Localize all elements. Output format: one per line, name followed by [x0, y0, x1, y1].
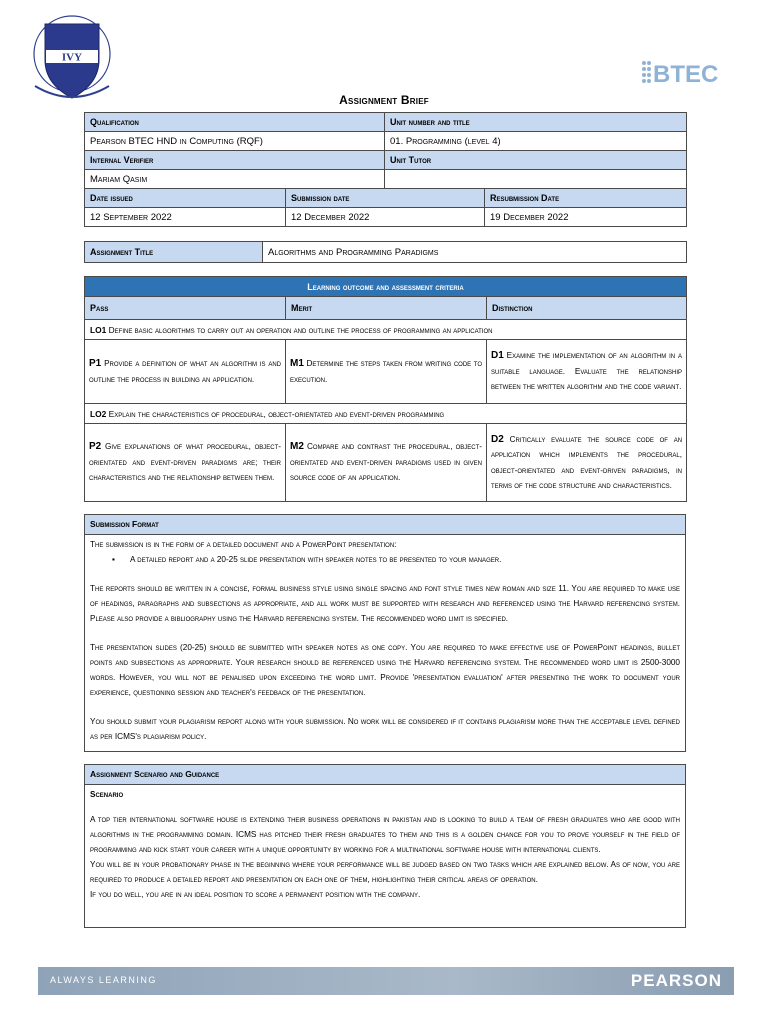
p2-text: Give explanations of what procedural, object-orientated and event-driven paradigms are; their characteristics and the relationship between them. — [89, 442, 281, 483]
p2-cell — [85, 424, 286, 502]
submission-paragraph-2: The presentation slides (20-25) should be submitted with speaker notes as one copy. You are required to make effective use of PowerPoint headings, bullet points and subsections as appropriate. Your research should be referenced using the Harvard referencing system. The recommended word limit is 2500-3000 words. However, you will not be penalised upon exceeding the word limit. Provide 'presentation evaluation' after presenting the work to document your experience, questioning session and teacher's feedback of the presentation. — [90, 643, 680, 697]
scenario-subheading: Scenario — [90, 790, 124, 799]
p1-cell — [85, 340, 286, 404]
footer-bar — [38, 967, 734, 995]
tutor-label: Unit Tutor — [385, 151, 687, 170]
p2-code: P2 — [89, 441, 102, 453]
m2-cell — [286, 424, 487, 502]
resubmission-date-value: 19 December 2022 — [485, 208, 687, 227]
resubmission-date-label: Resubmission Date — [485, 189, 687, 208]
m2-text: Compare and contrast the procedural, object-orientated and event-driven paradigms used in given source code of an application. — [290, 442, 483, 483]
criteria-heading: Learning outcome and assessment criteria — [85, 277, 687, 297]
m1-cell — [286, 340, 487, 404]
submission-format-box — [84, 514, 686, 752]
m2-code: M2 — [290, 441, 304, 453]
ivy-logo — [33, 12, 111, 104]
lo2-code: LO2 — [90, 408, 107, 419]
lo1-text: Define basic algorithms to carry out an operation and outline the process of programming an application — [108, 324, 493, 335]
page-title: Assignment Brief — [339, 93, 429, 107]
p1-text: Provide a definition of what an algorithm is and outline the process in building an application. — [89, 359, 281, 384]
btec-logo — [638, 55, 738, 89]
d1-cell — [487, 340, 687, 404]
d2-code: D2 — [491, 433, 504, 445]
submission-format-heading: Submission Format — [85, 515, 685, 535]
assignment-title-label: Assignment Title — [85, 242, 263, 263]
pearson-logo: PEARSON — [630, 971, 722, 990]
pass-header: Pass — [85, 297, 286, 320]
lo1-row — [85, 320, 687, 340]
btec-logo-text: BTEC — [653, 61, 719, 88]
submission-bullet — [90, 552, 680, 567]
assignment-title-value: Algorithms and Programming Paradigms — [263, 242, 687, 263]
scenario-heading: Assignment Scenario and Guidance — [85, 765, 685, 785]
d2-cell — [487, 424, 687, 502]
date-issued-value: 12 September 2022 — [85, 208, 286, 227]
lo1-code: LO1 — [90, 324, 107, 335]
verifier-label: Internal Verifier — [85, 151, 385, 170]
qualification-label: Qualification — [85, 113, 385, 132]
unit-label: Unit number and title — [385, 113, 687, 132]
unit-value: 01. Programming (level 4) — [385, 132, 687, 151]
submission-date-value: 12 December 2022 — [286, 208, 485, 227]
m1-code: M1 — [290, 358, 304, 369]
submission-paragraph-3: You should submit your plagiarism report along with your submission. No work will be considered if it contains plagiarism more than the acceptable level defined as per ICMS's plagiarism policy. — [90, 717, 680, 741]
d2-text: Critically evaluate the source code of an application which implements the procedural, object-orientated and event-driven paradigms, in terms of the code structure and characteristics. — [491, 434, 683, 490]
d1-code: D1 — [491, 350, 504, 362]
verifier-value: Mariam Qasim — [85, 170, 385, 189]
p1-code: P1 — [89, 358, 102, 369]
submission-format-body — [85, 535, 685, 748]
lo2-text: Explain the characteristics of procedural, object-orientated and event-driven programming — [108, 408, 445, 419]
submission-intro: The submission is in the form of a detailed document and a PowerPoint presentation: — [90, 540, 397, 549]
assignment-info-table — [84, 112, 687, 227]
criteria-table — [84, 276, 687, 502]
m1-text: Determine the steps taken from writing code to execution. — [290, 359, 482, 384]
qualification-value: Pearson BTEC HND in Computing (RQF) — [85, 132, 385, 151]
distinction-header: Distinction — [487, 297, 687, 320]
assignment-title-table — [84, 241, 687, 263]
scenario-paragraph-3: If you do well, you are in an ideal position to score a permanent position with the company. — [90, 890, 421, 899]
scenario-paragraph-2: You will be in your probationary phase in the beginning where your performance will be judged based on two tasks which are explained below. As of now, you are required to produce a detailed report and presentation on each one of them, highlighting their critical areas of operation. — [90, 860, 680, 884]
merit-header: Merit — [286, 297, 487, 320]
lo2-row — [85, 404, 687, 424]
submission-paragraph-1: The reports should be written in a concise, formal business style using single spacing and font style times new roman and size 11. You are required to make use of headings, paragraphs and subsections as appropriate, and all work must be supported with research and referenced using the Harvard referencing system. Please also provide a bibliography using the Harvard referencing system. The recommended word limit is specified. — [90, 584, 680, 623]
footer-tagline: ALWAYS LEARNING — [50, 975, 157, 985]
date-issued-label: Date issued — [85, 189, 286, 208]
submission-date-label: Submission date — [286, 189, 485, 208]
scenario-body — [85, 785, 685, 906]
scenario-paragraph-1: A top tier international software house is extending their business operations in pakistan and is looking to build a team of fresh graduates who are good with algorithms in the programming domain. ICMS has pitched their fresh graduates to them and this is a golden chance for you to prove yourself in the field of programming and kick start your career with a unique opportunity by working for a multinational software house with international clients. — [90, 815, 680, 854]
scenario-box — [84, 764, 686, 928]
submission-bullet-text: A detailed report and a 20-25 slide presentation with speaker notes to be presented to your manager. — [130, 555, 502, 564]
ivy-logo-text: IVY — [61, 51, 83, 64]
tutor-value — [385, 170, 687, 189]
d1-text: Examine the implementation of an algorithm in a suitable language. Evaluate the relationship between the written algorithm and the code variant. — [491, 351, 683, 392]
